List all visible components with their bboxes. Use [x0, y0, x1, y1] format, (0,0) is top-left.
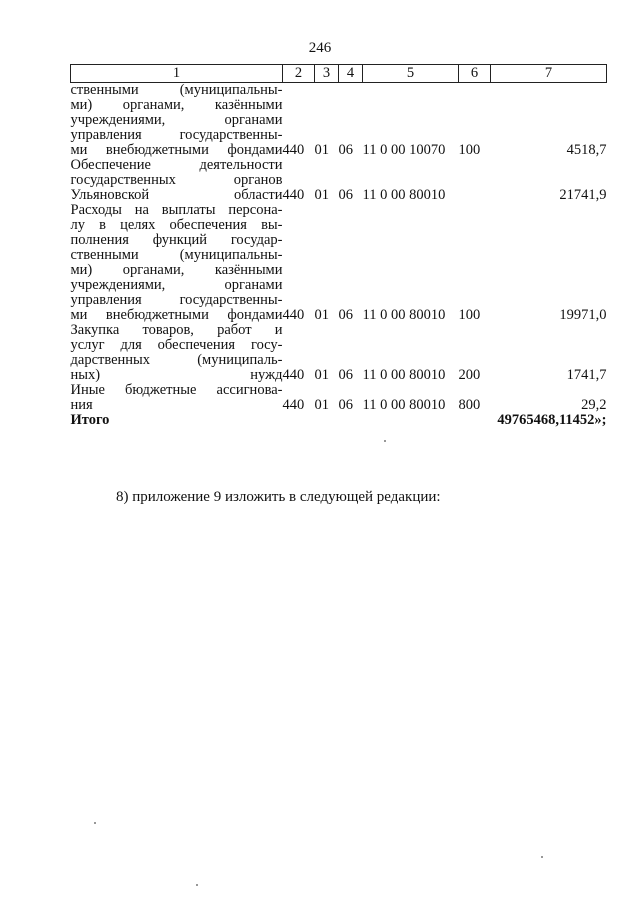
- name-line: ми) органами, казёнными: [70, 97, 283, 113]
- expense-type-code: 200: [458, 367, 481, 383]
- scan-speck: [94, 822, 96, 824]
- column-header: 2: [283, 65, 315, 83]
- section-code: 01: [314, 187, 329, 203]
- expense-type-code: 800: [458, 397, 481, 413]
- name-line: управления государственны-: [70, 292, 283, 308]
- name-line: ми внебюджетными фондами: [70, 307, 283, 323]
- name-line: ния: [70, 397, 93, 413]
- name-line: ми) органами, казёнными: [70, 262, 283, 278]
- scan-speck: [384, 440, 386, 442]
- section-code: 01: [314, 397, 329, 413]
- amount: 21741,9: [559, 187, 607, 203]
- target-article-code: 11 0 00 80010: [362, 187, 446, 203]
- name-line: услуг для обеспечения госу-: [70, 337, 283, 353]
- name-line: государственных органов: [70, 172, 283, 188]
- expense-type-code: 100: [458, 307, 481, 323]
- ministry-code: 440: [282, 307, 305, 323]
- row-name-cell: [71, 383, 283, 413]
- ministry-code: 440: [282, 397, 305, 413]
- name-line: управления государственны-: [70, 127, 283, 143]
- target-article-code: 11 0 00 10070: [362, 142, 446, 158]
- row-name-cell: [71, 203, 283, 323]
- budget-table: [70, 64, 607, 428]
- column-header: 4: [339, 65, 363, 83]
- name-line: полнения функций государ-: [70, 232, 283, 248]
- total-label: Итого: [70, 412, 110, 428]
- name-line: ственными (муниципальны-: [70, 247, 283, 263]
- ministry-code: 440: [282, 142, 305, 158]
- row-name-cell: [71, 83, 283, 159]
- name-line: Закупка товаров, работ и: [70, 322, 283, 338]
- amount: 19971,0: [559, 307, 607, 323]
- column-header: 7: [491, 65, 607, 83]
- amount: 4518,7: [566, 142, 607, 158]
- target-article-code: 11 0 00 80010: [362, 367, 446, 383]
- table-row: [71, 158, 607, 203]
- row-name-cell: [71, 323, 283, 383]
- expense-type-code: 100: [458, 142, 481, 158]
- section-code: 01: [314, 142, 329, 158]
- name-line: ственными (муниципальны-: [70, 82, 283, 98]
- subsection-code: 06: [338, 397, 353, 413]
- row-name-cell: [71, 158, 283, 203]
- continuation-text: 8) приложение 9 изложить в следующей редакции:: [116, 489, 441, 505]
- name-line: Обеспечение деятельности: [70, 157, 283, 173]
- name-line: Ульяновской области: [70, 187, 283, 203]
- ministry-code: 440: [282, 367, 305, 383]
- subsection-code: 06: [338, 307, 353, 323]
- column-header: 3: [315, 65, 339, 83]
- amount: 29,2: [581, 397, 607, 413]
- amount: 1741,7: [566, 367, 607, 383]
- name-line: Расходы на выплаты персона-: [70, 202, 283, 218]
- table-row: [71, 323, 607, 383]
- column-header: 6: [459, 65, 491, 83]
- name-line: Иные бюджетные ассигнова-: [70, 382, 283, 398]
- table-row: [71, 83, 607, 159]
- section-code: 01: [314, 307, 329, 323]
- scan-speck: [196, 884, 198, 886]
- subsection-code: 06: [338, 187, 353, 203]
- target-article-code: 11 0 00 80010: [362, 307, 446, 323]
- column-header: 5: [363, 65, 459, 83]
- name-line: ных) нужд: [70, 367, 283, 383]
- expense-type-code: [459, 158, 491, 203]
- ministry-code: 440: [282, 187, 305, 203]
- subsection-code: 06: [338, 142, 353, 158]
- name-line: учреждениями, органами: [70, 277, 283, 293]
- subsection-code: 06: [338, 367, 353, 383]
- column-header: 1: [71, 65, 283, 83]
- name-line: ми внебюджетными фондами: [70, 142, 283, 158]
- section-code: 01: [314, 367, 329, 383]
- table-row: [71, 383, 607, 413]
- table-header-row: [71, 65, 607, 83]
- name-line: лу в целях обеспечения вы-: [70, 217, 283, 233]
- total-row: [71, 413, 607, 428]
- name-line: дарственных (муниципаль-: [70, 352, 283, 368]
- total-amount: 49765468,11452»;: [497, 412, 607, 428]
- name-line: учреждениями, органами: [70, 112, 283, 128]
- page-number: 246: [308, 40, 332, 56]
- scan-speck: [541, 856, 543, 858]
- target-article-code: 11 0 00 80010: [362, 397, 446, 413]
- table-row: [71, 203, 607, 323]
